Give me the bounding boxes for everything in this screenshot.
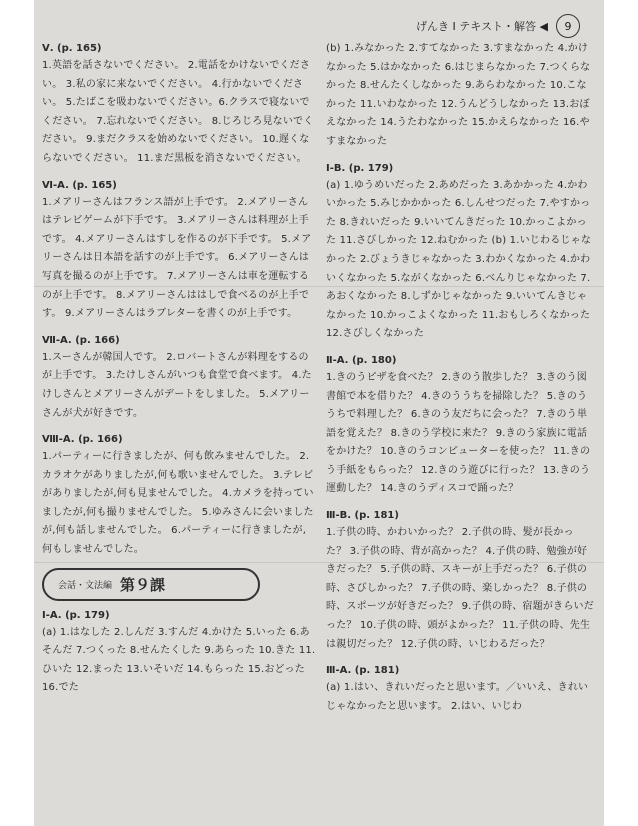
section-heading: Ⅶ-A. (p. 166)	[42, 334, 120, 346]
page-number: 9	[556, 14, 580, 38]
left-column	[42, 40, 318, 706]
section-heading: Ⅵ-A. (p. 165)	[42, 179, 117, 191]
section-heading: Ⅰ-B. (p. 179)	[326, 162, 394, 174]
textbook-page	[34, 0, 604, 826]
answer-section	[42, 607, 318, 698]
section-heading: Ⅲ-B. (p. 181)	[326, 510, 399, 522]
section-heading: Ⅰ-A. (p. 179)	[42, 609, 110, 621]
answer-section	[42, 177, 318, 324]
answer-section	[326, 507, 594, 654]
section-body: (b) 1.みなかった 2.すてなかった 3.すまなかった 4.かけなかった 5.はかなかった 6.はじまらなかった 7.つくらなかった 8.せんたくしなかった 9.あらわなかった 10.こなかった 11.いわなかった 12.うんどうしなかった 13.おぼえなかった 14.うたわなかった 15.かえらなかった 16.やすまなかった	[326, 43, 591, 147]
header-title: げんき I テキスト・解答 ◀	[416, 20, 548, 33]
section-body: 1.メアリーさんはフランス語が上手です。 2.メアリーさんはテレビゲームが下手です。 3.メアリーさんは料理が上手です。 4.メアリーさんはすしを作るのが下手です。 5.メアリーさんは日本語を話すのが上手です。 6.メアリーさんは写真を撮るのが上手です。 7.メアリーさんは車を運転するのが上手です。 8.メアリーさんははしで食べるのが上手です。 9.メアリーさんはラブレターを書くのが上手です。	[42, 196, 312, 320]
section-body: 1.スーさんが韓国人です。 2.ロバートさんが料理をするのが上手です。 3.たけしさんがいつも食堂で食べます。 4.たけしさんとメアリーさんがデートをしました。 5.メアリーさんが犬が好きです。	[42, 351, 312, 419]
section-heading: Ⅷ-A. (p. 166)	[42, 434, 123, 446]
answer-section	[42, 40, 318, 169]
section-body: 1.きのうピザを食べた？ 2.きのう散歩した？ 3.きのう図書館で本を借りた？ 4.きのううちを掃除した？ 5.きのううちで料理した？ 6.きのう友だちに会った？ 7.きのう単語を覚えた？ 8.きのう学校に来た？ 9.きのう家族に電話をかけた？ 10.きのうコンピューターを使った？ 11.きのう手紙をもらった？ 12.きのう遊びに行った？ 13.きのう運動した？ 14.きのうディスコで踊った？	[326, 371, 591, 495]
answer-section	[326, 40, 594, 152]
section-body: (a) 1.ゆうめいだった 2.あめだった 3.あかかった 4.かわいかった 5.みじかかかった 6.しんせつだった 7.やすかった 8.きれいだった 9.いいてんきだった 10.かっこよかった 11.さびしかった 12.ねむかった (b) 1.いじわるじゃなかった 2.びょうきじゃなかった 3.わかくなかった 4.かわいくなかった 5.ながくなかった 6.べんりじゃなかった 7.あおくなかった 8.しずかじゃなかった 9.いいてんきじゃなかった 10.かっこよくなかった 11.おもしろくなかった 12.さびしくなかった	[326, 179, 592, 340]
section-body: (a) 1.はい、きれいだったと思います。／いいえ、きれいじゃなかったと思います。 2.はい、いじわ	[326, 682, 589, 712]
section-heading: Ⅴ. (p. 165)	[42, 43, 102, 54]
section-heading: Ⅱ-A. (p. 180)	[326, 354, 397, 366]
section-body: 1.パーティーに行きましたが、何も飲みませんでした。 2.カラオケがありましたが,何も歌いませんでした。 3.テレビがありましたが,何も見ませんでした。 4.カメラを持っていましたが,何も撮りませんでした。 5.ゆみさんに会いましたが,何も話しませんでした。 6.パーティーに行きましたが, 何もしませんでした。	[42, 451, 314, 556]
answer-section	[42, 332, 318, 423]
answer-section	[326, 662, 594, 716]
section-body: 1.英語を話さないでください。 2.電話をかけないでください。 3.私の家に来ないでください。 4.行かないでください。 5.たばこを吸わないでください。6.クラスで寝ないでください。 7.忘れないでください。 8.じろじろ見ないでください。 9.まだクラスを始めないでください。 10.遅くならないでください。 11.まだ黒板を消さないでください。	[42, 60, 314, 164]
page-header	[416, 14, 580, 38]
answer-section	[326, 352, 594, 499]
lesson-tag: 会話・文法編	[58, 580, 113, 591]
answer-section	[326, 160, 594, 344]
section-heading: Ⅲ-A. (p. 181)	[326, 665, 400, 677]
lesson-title-box	[42, 568, 260, 601]
answer-section	[42, 431, 318, 560]
lesson-title: 第９課	[120, 575, 166, 594]
section-body: 1.子供の時、かわいかった？ 2.子供の時、髪が長かった？ 3.子供の時、背が高かった？ 4.子供の時、勉強が好きだった？ 5.子供の時、スキーが上手だった？ 6.子供の時、さびしかった？ 7.子供の時、楽しかった？ 8.子供の時、スポーツが好きだった？ 9.子供の時、宿題がきらいだった？ 10.子供の時、頭がよかった？ 11.子供の時、先生は親切だった？ 12.子供の時、いじわるだった？	[326, 527, 594, 650]
right-column	[326, 40, 594, 724]
section-body: (a) 1.はなした 2.しんだ 3.すんだ 4.かけた 5.いった 6.あそんだ 7.つくった 8.せんたくした 9.あらった 10.きた 11.ひいた 12.まった 13.いそいだ 14.もらった 15.おどった 16.でた	[42, 626, 316, 694]
